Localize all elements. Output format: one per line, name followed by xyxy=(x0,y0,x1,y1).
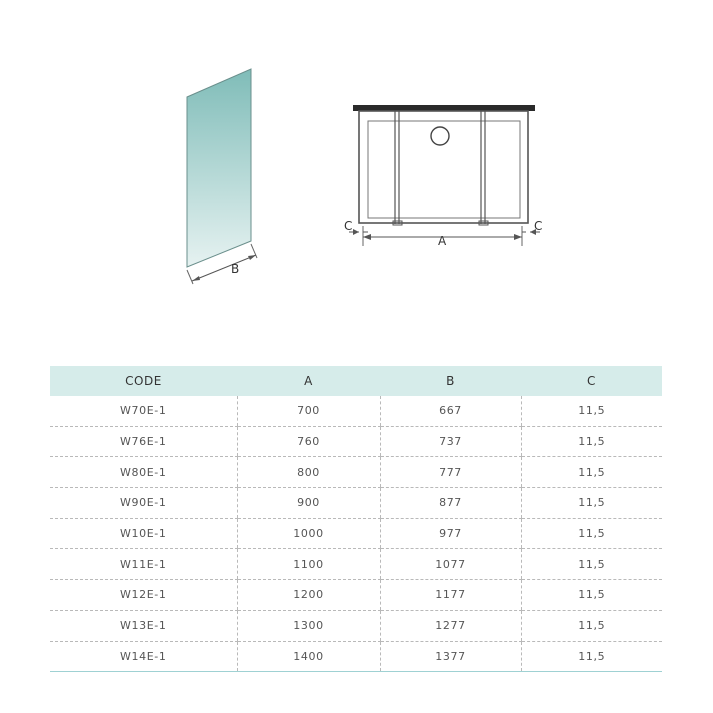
glass-panel-view xyxy=(187,69,257,284)
table-row xyxy=(50,641,662,672)
plan-c-left-label: C xyxy=(344,219,353,233)
dimension-diagram xyxy=(0,0,713,330)
cell-code: W11E-1 xyxy=(50,549,237,580)
cell-b: 1177 xyxy=(380,580,521,611)
cell-code: W14E-1 xyxy=(50,641,237,672)
plan-c-right-label: C xyxy=(534,219,543,233)
cell-a: 800 xyxy=(237,457,380,488)
cell-code: W90E-1 xyxy=(50,488,237,519)
table-row xyxy=(50,426,662,457)
plan-a-label: A xyxy=(438,234,447,248)
table-row xyxy=(50,549,662,580)
table-header-row xyxy=(50,366,662,396)
cell-c: 11,5 xyxy=(521,457,662,488)
cell-a: 700 xyxy=(237,396,380,426)
header-b: B xyxy=(380,366,521,396)
drain-icon xyxy=(431,127,449,145)
glass-panel-icon xyxy=(187,69,251,267)
panel-b-label: B xyxy=(231,262,240,276)
cell-code: W13E-1 xyxy=(50,610,237,641)
cell-b: 1377 xyxy=(380,641,521,672)
table-row xyxy=(50,518,662,549)
cell-a: 1300 xyxy=(237,610,380,641)
cell-c: 11,5 xyxy=(521,641,662,672)
cell-c: 11,5 xyxy=(521,518,662,549)
cell-code: W76E-1 xyxy=(50,426,237,457)
table-row xyxy=(50,580,662,611)
table-row xyxy=(50,396,662,426)
table-row xyxy=(50,610,662,641)
cell-b: 1277 xyxy=(380,610,521,641)
cell-c: 11,5 xyxy=(521,396,662,426)
cell-a: 1100 xyxy=(237,549,380,580)
cell-b: 877 xyxy=(380,488,521,519)
cell-a: 1000 xyxy=(237,518,380,549)
plan-view xyxy=(344,105,542,248)
header-a: A xyxy=(237,366,380,396)
cell-b: 1077 xyxy=(380,549,521,580)
cell-code: W70E-1 xyxy=(50,396,237,426)
cell-b: 777 xyxy=(380,457,521,488)
header-code: CODE xyxy=(50,366,237,396)
cell-code: W12E-1 xyxy=(50,580,237,611)
cell-c: 11,5 xyxy=(521,426,662,457)
header-c: C xyxy=(521,366,662,396)
cell-c: 11,5 xyxy=(521,488,662,519)
cell-c: 11,5 xyxy=(521,580,662,611)
cell-a: 900 xyxy=(237,488,380,519)
table-row xyxy=(50,457,662,488)
cell-b: 737 xyxy=(380,426,521,457)
table-row xyxy=(50,488,662,519)
cell-b: 977 xyxy=(380,518,521,549)
cell-c: 11,5 xyxy=(521,549,662,580)
cell-a: 1200 xyxy=(237,580,380,611)
wall-bar xyxy=(353,105,535,111)
dimensions-table xyxy=(50,366,662,672)
cell-a: 1400 xyxy=(237,641,380,672)
cell-b: 667 xyxy=(380,396,521,426)
cell-c: 11,5 xyxy=(521,610,662,641)
cell-a: 760 xyxy=(237,426,380,457)
cell-code: W80E-1 xyxy=(50,457,237,488)
cell-code: W10E-1 xyxy=(50,518,237,549)
